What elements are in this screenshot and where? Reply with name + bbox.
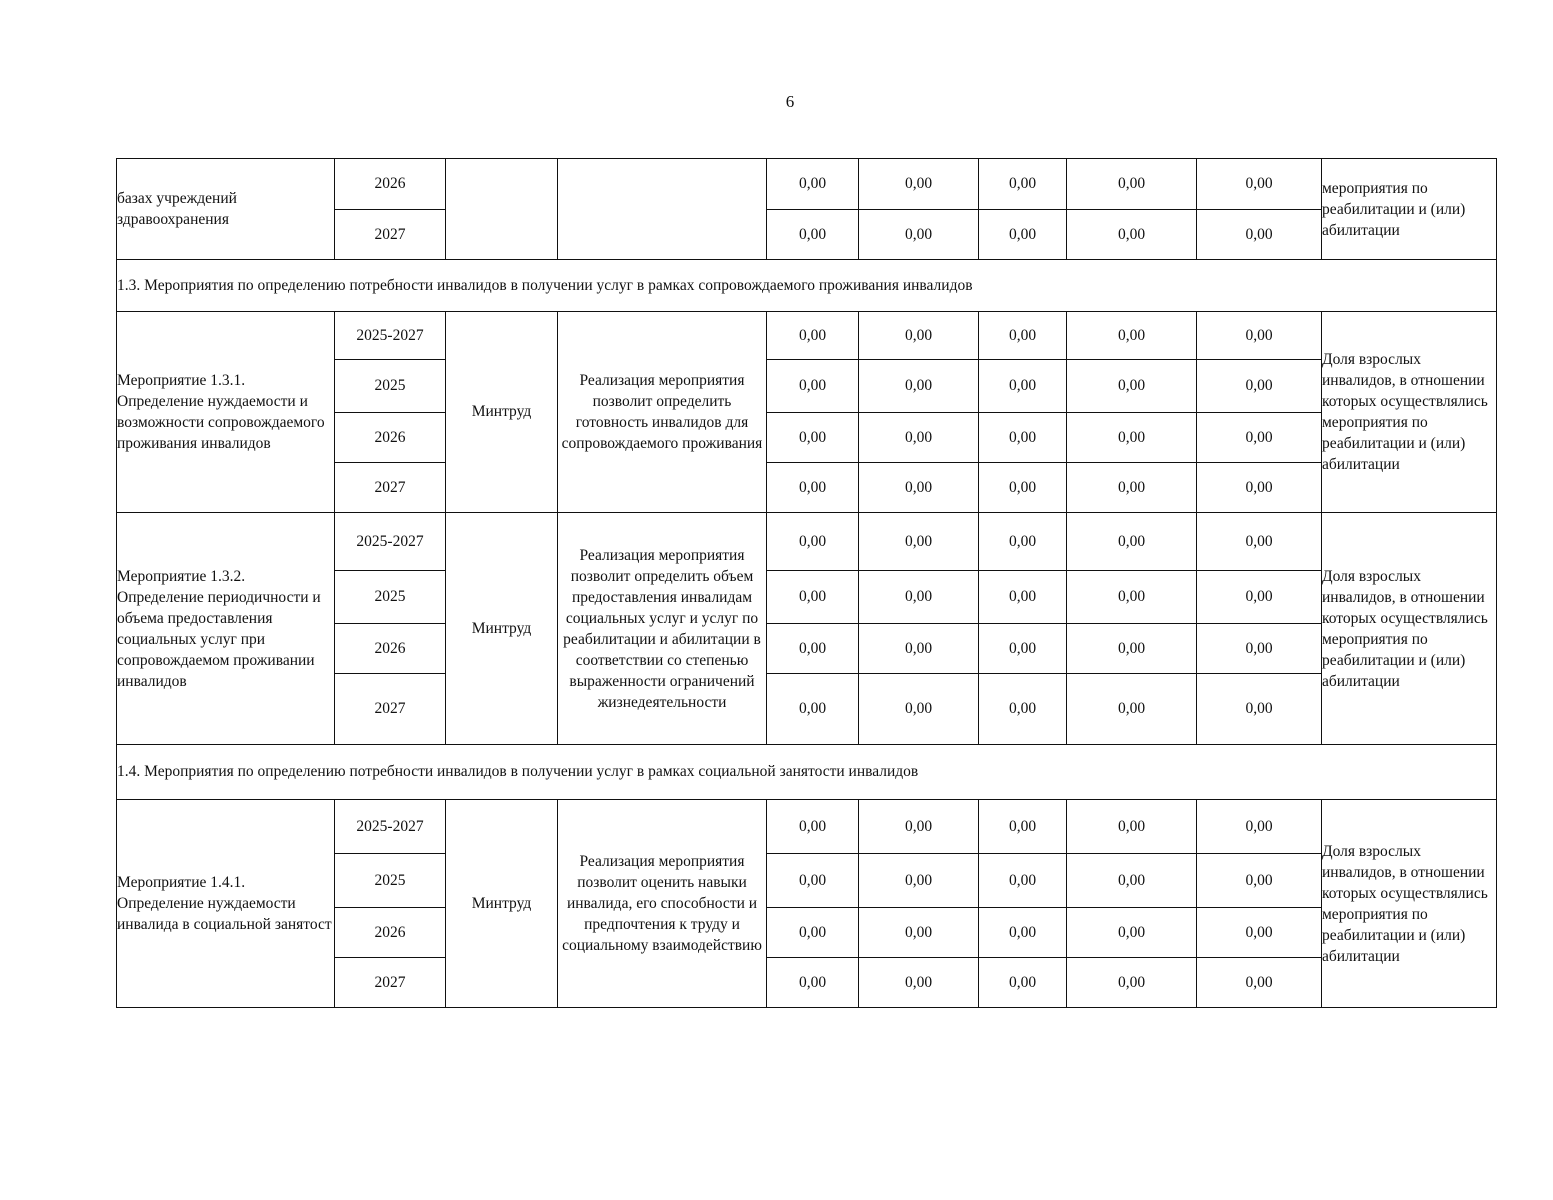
value-cell: 0,00 — [979, 854, 1067, 908]
value-cell: 0,00 — [1067, 159, 1197, 210]
value-cell: 0,00 — [1197, 674, 1322, 745]
value-cell: 0,00 — [767, 513, 859, 571]
value-cell: 0,00 — [859, 463, 979, 513]
result-cell — [558, 159, 767, 260]
value-cell: 0,00 — [1197, 908, 1322, 958]
value-cell: 0,00 — [979, 159, 1067, 210]
activities-table — [116, 158, 1497, 1008]
value-cell: 0,00 — [1197, 800, 1322, 854]
value-cell: 0,00 — [979, 674, 1067, 745]
value-cell: 0,00 — [1067, 312, 1197, 360]
value-cell: 0,00 — [859, 159, 979, 210]
value-cell: 0,00 — [859, 624, 979, 674]
value-cell: 0,00 — [1067, 571, 1197, 624]
value-cell: 0,00 — [767, 854, 859, 908]
value-cell: 0,00 — [1197, 513, 1322, 571]
period-cell: 2025-2027 — [335, 800, 446, 854]
result-cell: Реализация мероприятия позволит определить объем предоставления инвалидам социальных услуг и услуг по реабилитации и абилитации в соответствии со степенью выраженности ограничений жизнедеятельности — [558, 513, 767, 745]
value-cell: 0,00 — [767, 571, 859, 624]
value-cell: 0,00 — [859, 800, 979, 854]
value-cell: 0,00 — [859, 908, 979, 958]
period-cell: 2026 — [335, 624, 446, 674]
value-cell: 0,00 — [1197, 463, 1322, 513]
value-cell: 0,00 — [859, 571, 979, 624]
period-cell: 2025-2027 — [335, 513, 446, 571]
executor-cell — [446, 159, 558, 260]
value-cell: 0,00 — [1067, 674, 1197, 745]
value-cell: 0,00 — [979, 958, 1067, 1008]
section-title: 1.3. Мероприятия по определению потребности инвалидов в получении услуг в рамках сопровождаемого проживания инвалидов — [117, 260, 1497, 312]
value-cell: 0,00 — [859, 674, 979, 745]
value-cell: 0,00 — [1067, 908, 1197, 958]
activity-name-cell: базах учреждений здравоохранения — [117, 159, 335, 260]
period-cell: 2027 — [335, 463, 446, 513]
activity-name-cell: Мероприятие 1.4.1. Определение нуждаемости инвалида в социальной занятост — [117, 800, 335, 1008]
value-cell: 0,00 — [859, 854, 979, 908]
value-cell: 0,00 — [979, 312, 1067, 360]
value-cell: 0,00 — [1067, 800, 1197, 854]
value-cell: 0,00 — [979, 571, 1067, 624]
value-cell: 0,00 — [1197, 360, 1322, 413]
value-cell: 0,00 — [859, 360, 979, 413]
value-cell: 0,00 — [767, 958, 859, 1008]
value-cell: 0,00 — [767, 674, 859, 745]
value-cell: 0,00 — [979, 624, 1067, 674]
value-cell: 0,00 — [1197, 854, 1322, 908]
table-row — [117, 800, 1497, 854]
value-cell: 0,00 — [979, 513, 1067, 571]
value-cell: 0,00 — [767, 413, 859, 463]
page-number: 6 — [785, 92, 795, 111]
value-cell: 0,00 — [1197, 958, 1322, 1008]
table-row — [117, 513, 1497, 571]
value-cell: 0,00 — [1197, 312, 1322, 360]
executor-cell: Минтруд — [446, 513, 558, 745]
value-cell: 0,00 — [979, 210, 1067, 260]
period-cell: 2025 — [335, 360, 446, 413]
value-cell: 0,00 — [1067, 360, 1197, 413]
value-cell: 0,00 — [859, 958, 979, 1008]
indicator-cell: Доля взрослых инвалидов, в отношении которых осуществлялись мероприятия по реабилитации и (или) абилитации — [1322, 513, 1497, 745]
executor-cell: Минтруд — [446, 800, 558, 1008]
value-cell: 0,00 — [1197, 210, 1322, 260]
value-cell: 0,00 — [767, 463, 859, 513]
result-cell: Реализация мероприятия позволит определить готовность инвалидов для сопровождаемого проживания — [558, 312, 767, 513]
section-row — [117, 260, 1497, 312]
value-cell: 0,00 — [1197, 571, 1322, 624]
value-cell: 0,00 — [979, 360, 1067, 413]
period-cell: 2026 — [335, 908, 446, 958]
value-cell: 0,00 — [979, 463, 1067, 513]
period-cell: 2026 — [335, 159, 446, 210]
indicator-cell: Доля взрослых инвалидов, в отношении которых осуществлялись мероприятия по реабилитации и (или) абилитации — [1322, 800, 1497, 1008]
section-title: 1.4. Мероприятия по определению потребности инвалидов в получении услуг в рамках социальной занятости инвалидов — [117, 745, 1497, 800]
value-cell: 0,00 — [1197, 624, 1322, 674]
period-cell: 2025 — [335, 854, 446, 908]
value-cell: 0,00 — [979, 413, 1067, 463]
period-cell: 2027 — [335, 674, 446, 745]
result-cell: Реализация мероприятия позволит оценить навыки инвалида, его способности и предпочтения к труду и социальному взаимодействию — [558, 800, 767, 1008]
value-cell: 0,00 — [1067, 463, 1197, 513]
activity-name-cell: Мероприятие 1.3.1. Определение нуждаемости и возможности сопровождаемого проживания инвалидов — [117, 312, 335, 513]
value-cell: 0,00 — [1067, 958, 1197, 1008]
activity-name-cell: Мероприятие 1.3.2. Определение периодичности и объема предоставления социальных услуг при сопровождаемом проживании инвалидов — [117, 513, 335, 745]
value-cell: 0,00 — [859, 513, 979, 571]
value-cell: 0,00 — [859, 312, 979, 360]
value-cell: 0,00 — [767, 312, 859, 360]
table-row — [117, 159, 1497, 210]
period-cell: 2025 — [335, 571, 446, 624]
value-cell: 0,00 — [1067, 624, 1197, 674]
period-cell: 2026 — [335, 413, 446, 463]
value-cell: 0,00 — [767, 800, 859, 854]
value-cell: 0,00 — [1067, 854, 1197, 908]
value-cell: 0,00 — [979, 800, 1067, 854]
period-cell: 2025-2027 — [335, 312, 446, 360]
value-cell: 0,00 — [767, 624, 859, 674]
value-cell: 0,00 — [767, 159, 859, 210]
period-cell: 2027 — [335, 958, 446, 1008]
indicator-cell: Доля взрослых инвалидов, в отношении которых осуществлялись мероприятия по реабилитации и (или) абилитации — [1322, 312, 1497, 513]
value-cell: 0,00 — [1067, 210, 1197, 260]
value-cell: 0,00 — [767, 360, 859, 413]
value-cell: 0,00 — [979, 908, 1067, 958]
period-cell: 2027 — [335, 210, 446, 260]
value-cell: 0,00 — [767, 908, 859, 958]
table-row — [117, 312, 1497, 360]
value-cell: 0,00 — [1197, 159, 1322, 210]
value-cell: 0,00 — [859, 413, 979, 463]
value-cell: 0,00 — [1067, 513, 1197, 571]
section-row — [117, 745, 1497, 800]
value-cell: 0,00 — [767, 210, 859, 260]
indicator-cell: мероприятия по реабилитации и (или) абилитации — [1322, 159, 1497, 260]
executor-cell: Минтруд — [446, 312, 558, 513]
value-cell: 0,00 — [1197, 413, 1322, 463]
value-cell: 0,00 — [859, 210, 979, 260]
value-cell: 0,00 — [1067, 413, 1197, 463]
